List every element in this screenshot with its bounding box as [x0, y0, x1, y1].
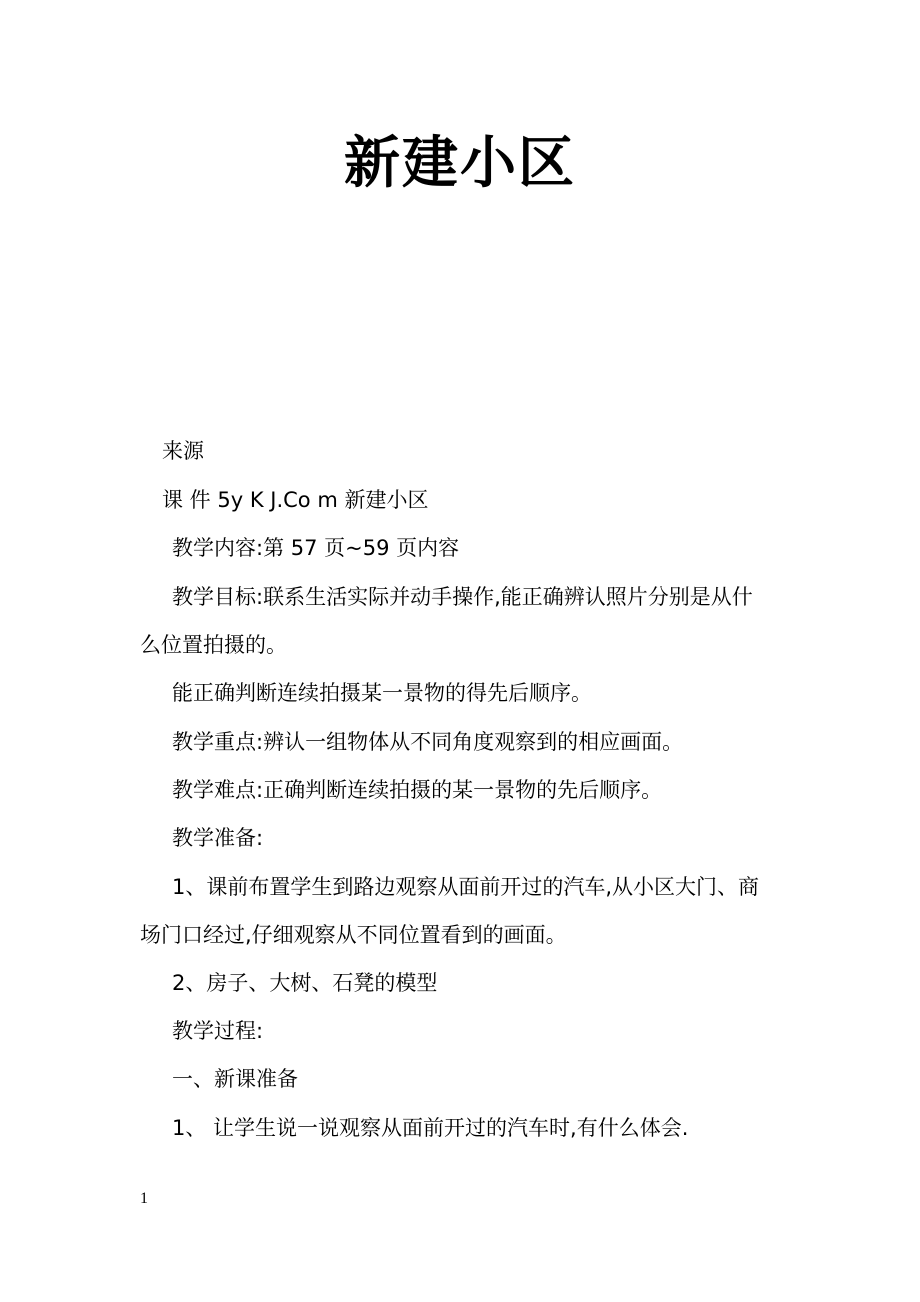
text-line-courseware: 课 件 5y K J.Co m 新建小区 — [162, 488, 429, 512]
text-line-prep-1-cont: 场门口经过,仔细观察从不同位置看到的画面。 — [140, 923, 567, 947]
text-line-content: 教学内容:第 57 页~59 页内容 — [172, 536, 460, 560]
text-line-section-1: 一、新课准备 — [172, 1067, 298, 1091]
text-line-key-point: 教学重点:辨认一组物体从不同角度观察到的相应画面。 — [172, 730, 684, 754]
text-line-goal: 教学目标:联系生活实际并动手操作,能正确辨认照片分别是从什 — [172, 585, 753, 609]
text-line-difficulty: 教学难点:正确判断连续拍摄的某一景物的先后顺序。 — [172, 778, 663, 802]
document-title: 新建小区 — [344, 131, 576, 196]
text-line-prep-2: 2、房子、大树、石凳的模型 — [172, 971, 438, 995]
text-line-prep-1: 1、课前布置学生到路边观察从面前开过的汽车,从小区大门、商 — [172, 875, 760, 899]
text-line-step-1: 1、 让学生说一说观察从面前开过的汽车时,有什么体会. — [172, 1116, 689, 1140]
text-line-process: 教学过程: — [172, 1019, 264, 1043]
text-line-goal-2: 能正确判断连续拍摄某一景物的得先后顺序。 — [172, 681, 592, 705]
text-line-goal-cont: 么位置拍摄的。 — [140, 633, 287, 657]
text-line-source: 来源 — [162, 439, 204, 463]
page-number: 1 — [140, 1190, 148, 1207]
text-line-preparation: 教学准备: — [172, 826, 264, 850]
